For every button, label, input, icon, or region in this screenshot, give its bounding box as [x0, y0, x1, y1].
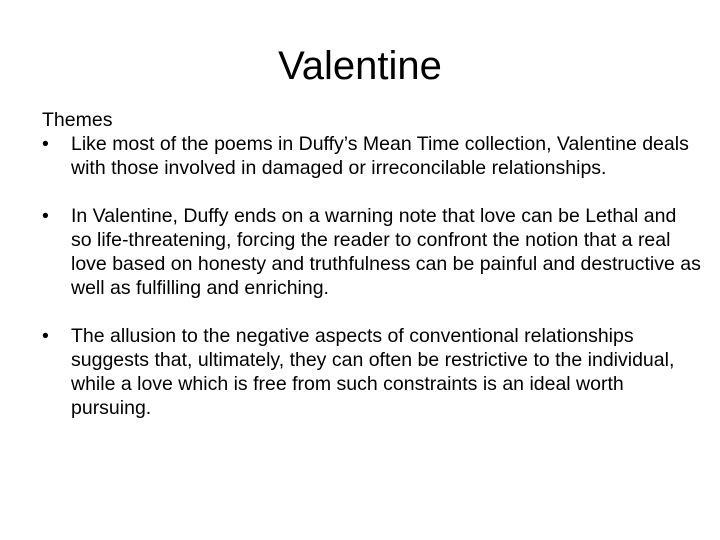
- bullet-list: [42, 132, 702, 420]
- bullet-icon: •: [42, 133, 49, 155]
- bullet-item: [42, 204, 702, 300]
- bullet-icon: •: [42, 205, 49, 227]
- slide-title: Valentine: [278, 44, 442, 88]
- bullet-icon: •: [42, 325, 49, 347]
- slide-body: [42, 108, 702, 420]
- bullet-text: Like most of the poems in Duffy’s Mean Time collection, Valentine deals with those involved in damaged or irreconcilable relationships.: [71, 133, 689, 179]
- bullet-text: The allusion to the negative aspects of conventional relationships suggests that, ultimately, they can often be restrictive to the individual, while a love which is free from such constraints is an ideal worth pursuing.: [71, 325, 675, 419]
- bullet-text: In Valentine, Duffy ends on a warning note that love can be Lethal and so life-threatening, forcing the reader to confront the notion that a real love based on honesty and truthfulness can be painful and destructive as well as fulfilling and enriching.: [71, 205, 701, 299]
- themes-heading: Themes: [42, 109, 113, 131]
- bullet-item: [42, 324, 702, 420]
- bullet-item: [42, 132, 702, 180]
